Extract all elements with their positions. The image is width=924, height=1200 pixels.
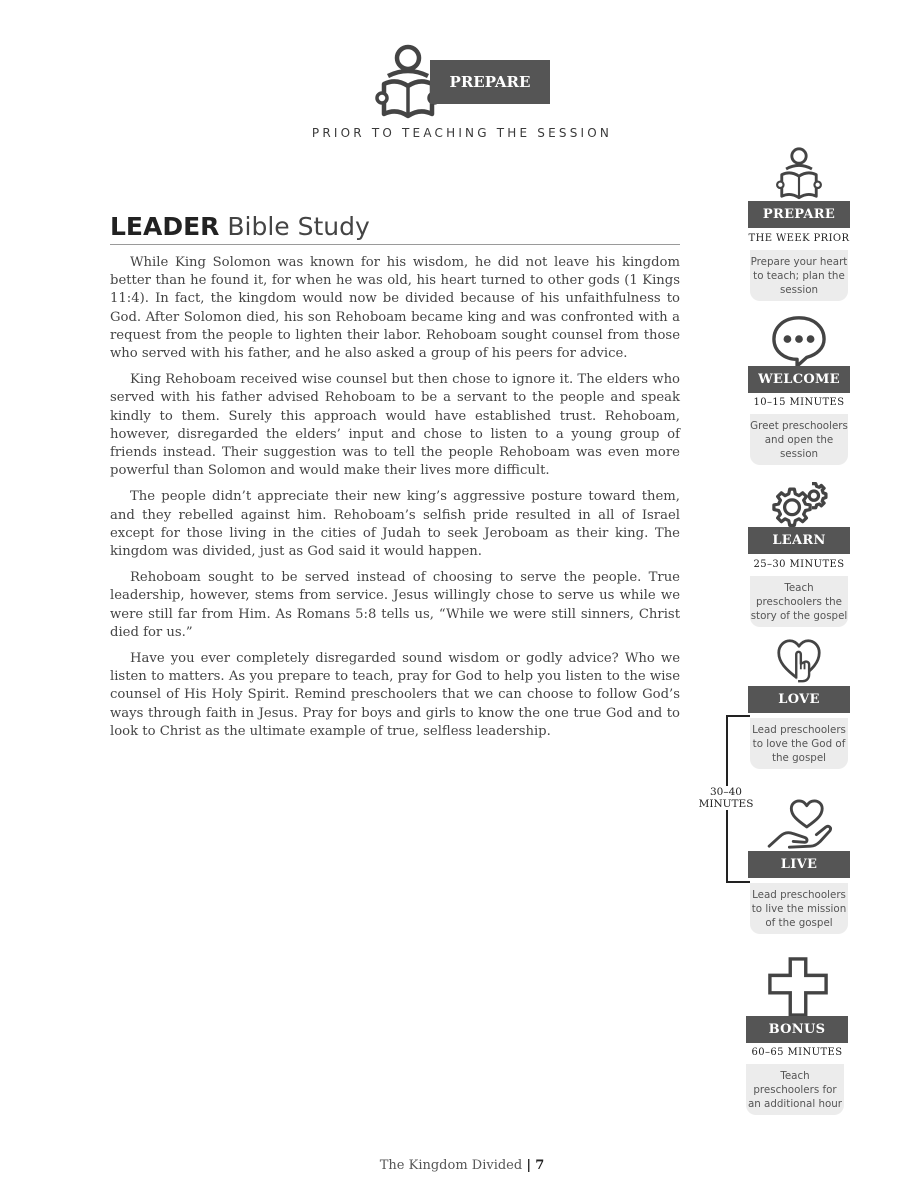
step-label: LIVE xyxy=(748,851,850,878)
heart-in-hand-icon xyxy=(766,798,834,852)
sidebar-step-welcome xyxy=(748,314,850,464)
prepare-header-badge: PREPARE xyxy=(430,60,550,104)
footer-separator: | xyxy=(526,1158,532,1173)
footer-title: The Kingdom Divided xyxy=(379,1158,523,1173)
paragraph: King Rehoboam received wise counsel but then chose to ignore it. The elders who served with his father advised Rehoboam to be a servant to the people and speak kindly to them. Surely this approach would have established trust. Rehoboam, however, disregarded the elders’ input and chose to listen to a young group of friends instead. Their suggestion was to tell the people Rehoboam was even more powerful than Solomon and would make their lives more difficult. xyxy=(110,372,680,479)
sidebar-step-bonus xyxy=(748,956,850,1116)
step-label: PREPARE xyxy=(748,201,850,228)
step-description: Prepare your heart to teach; plan the session xyxy=(750,250,848,301)
step-label: LOVE xyxy=(748,686,850,713)
sidebar-step-love xyxy=(748,638,850,772)
step-description: Lead preschoolers to love the God of the gospel xyxy=(750,718,848,769)
reader-icon xyxy=(374,44,438,122)
sidebar-step-prepare xyxy=(748,146,850,298)
paragraph: Have you ever completely disregarded sound wisdom or godly advice? Who we listen to matters. As you prepare to teach, pray for God to help you listen to the wise counsel of His Holy Spirit. Remind preschoolers that we can choose to follow God’s ways through faith in Jesus. Pray for boys and girls to know the one true God and to look to Christ as the ultimate example of true, selfless leadership. xyxy=(110,651,680,739)
gears-icon xyxy=(768,478,830,530)
cross-icon xyxy=(766,956,830,1018)
step-description: Lead preschoolers to live the mission of the gospel xyxy=(750,883,848,934)
speech-bubble-icon xyxy=(770,314,828,368)
title-divider xyxy=(110,244,680,245)
page-number: 7 xyxy=(535,1158,545,1173)
step-time: THE WEEK PRIOR xyxy=(748,233,850,244)
bracket-duration-unit: MINUTES xyxy=(698,798,754,810)
paragraph: Rehoboam sought to be served instead of choosing to serve the people. True leadership, however, stems from service. Jesus willingly chose to serve us while we were still far from Him. As Romans 5:8 tells us, “While we were still sinners, Christ died for us.” xyxy=(110,570,680,640)
step-description: Teach preschoolers the story of the gospel xyxy=(750,576,848,627)
title-light: Bible Study xyxy=(227,212,370,241)
step-time: 60–65 MINUTES xyxy=(751,1047,843,1058)
heart-hand-icon xyxy=(776,638,822,684)
page-title xyxy=(110,212,680,241)
step-label: WELCOME xyxy=(748,366,850,393)
sidebar-step-live xyxy=(748,798,850,938)
bracket-duration-value: 30–40 xyxy=(710,786,742,798)
step-time: 25–30 MINUTES xyxy=(753,559,845,570)
step-time: 10–15 MINUTES xyxy=(753,397,845,408)
paragraph: While King Solomon was known for his wisdom, he did not leave his kingdom better than he found it, for when he was old, his heart turned to other gods (1 Kings 11:4). In fact, the kingdom would now be divided because of his unfaithfulness to God. After Solomon died, his son Rehoboam became king and was confronted with a request from the people to lighten their labor. Rehoboam sought counsel from those who served with his father, and he also asked a group of his peers for advice. xyxy=(110,255,680,362)
step-label: LEARN xyxy=(748,527,850,554)
step-description: Greet preschoolers and open the session xyxy=(750,414,848,465)
bracket-duration xyxy=(694,786,758,810)
title-bold: LEADER xyxy=(110,212,220,241)
header-subtitle: PRIOR TO TEACHING THE SESSION xyxy=(311,126,613,140)
step-label: BONUS xyxy=(746,1016,848,1043)
step-description: Teach preschoolers for an additional hour xyxy=(746,1064,844,1115)
article-body xyxy=(110,254,680,749)
paragraph: The people didn’t appreciate their new king’s aggressive posture toward them, and they rebelled against him. Rehoboam’s selfish pride resulted in all of Israel except for those living in the cities of Judah to seek Jeroboam as their king. The kingdom was divided, just as God said it would happen. xyxy=(110,489,680,560)
page-footer xyxy=(0,1158,924,1173)
sidebar-step-learn xyxy=(748,478,850,628)
reader-icon xyxy=(771,146,827,202)
